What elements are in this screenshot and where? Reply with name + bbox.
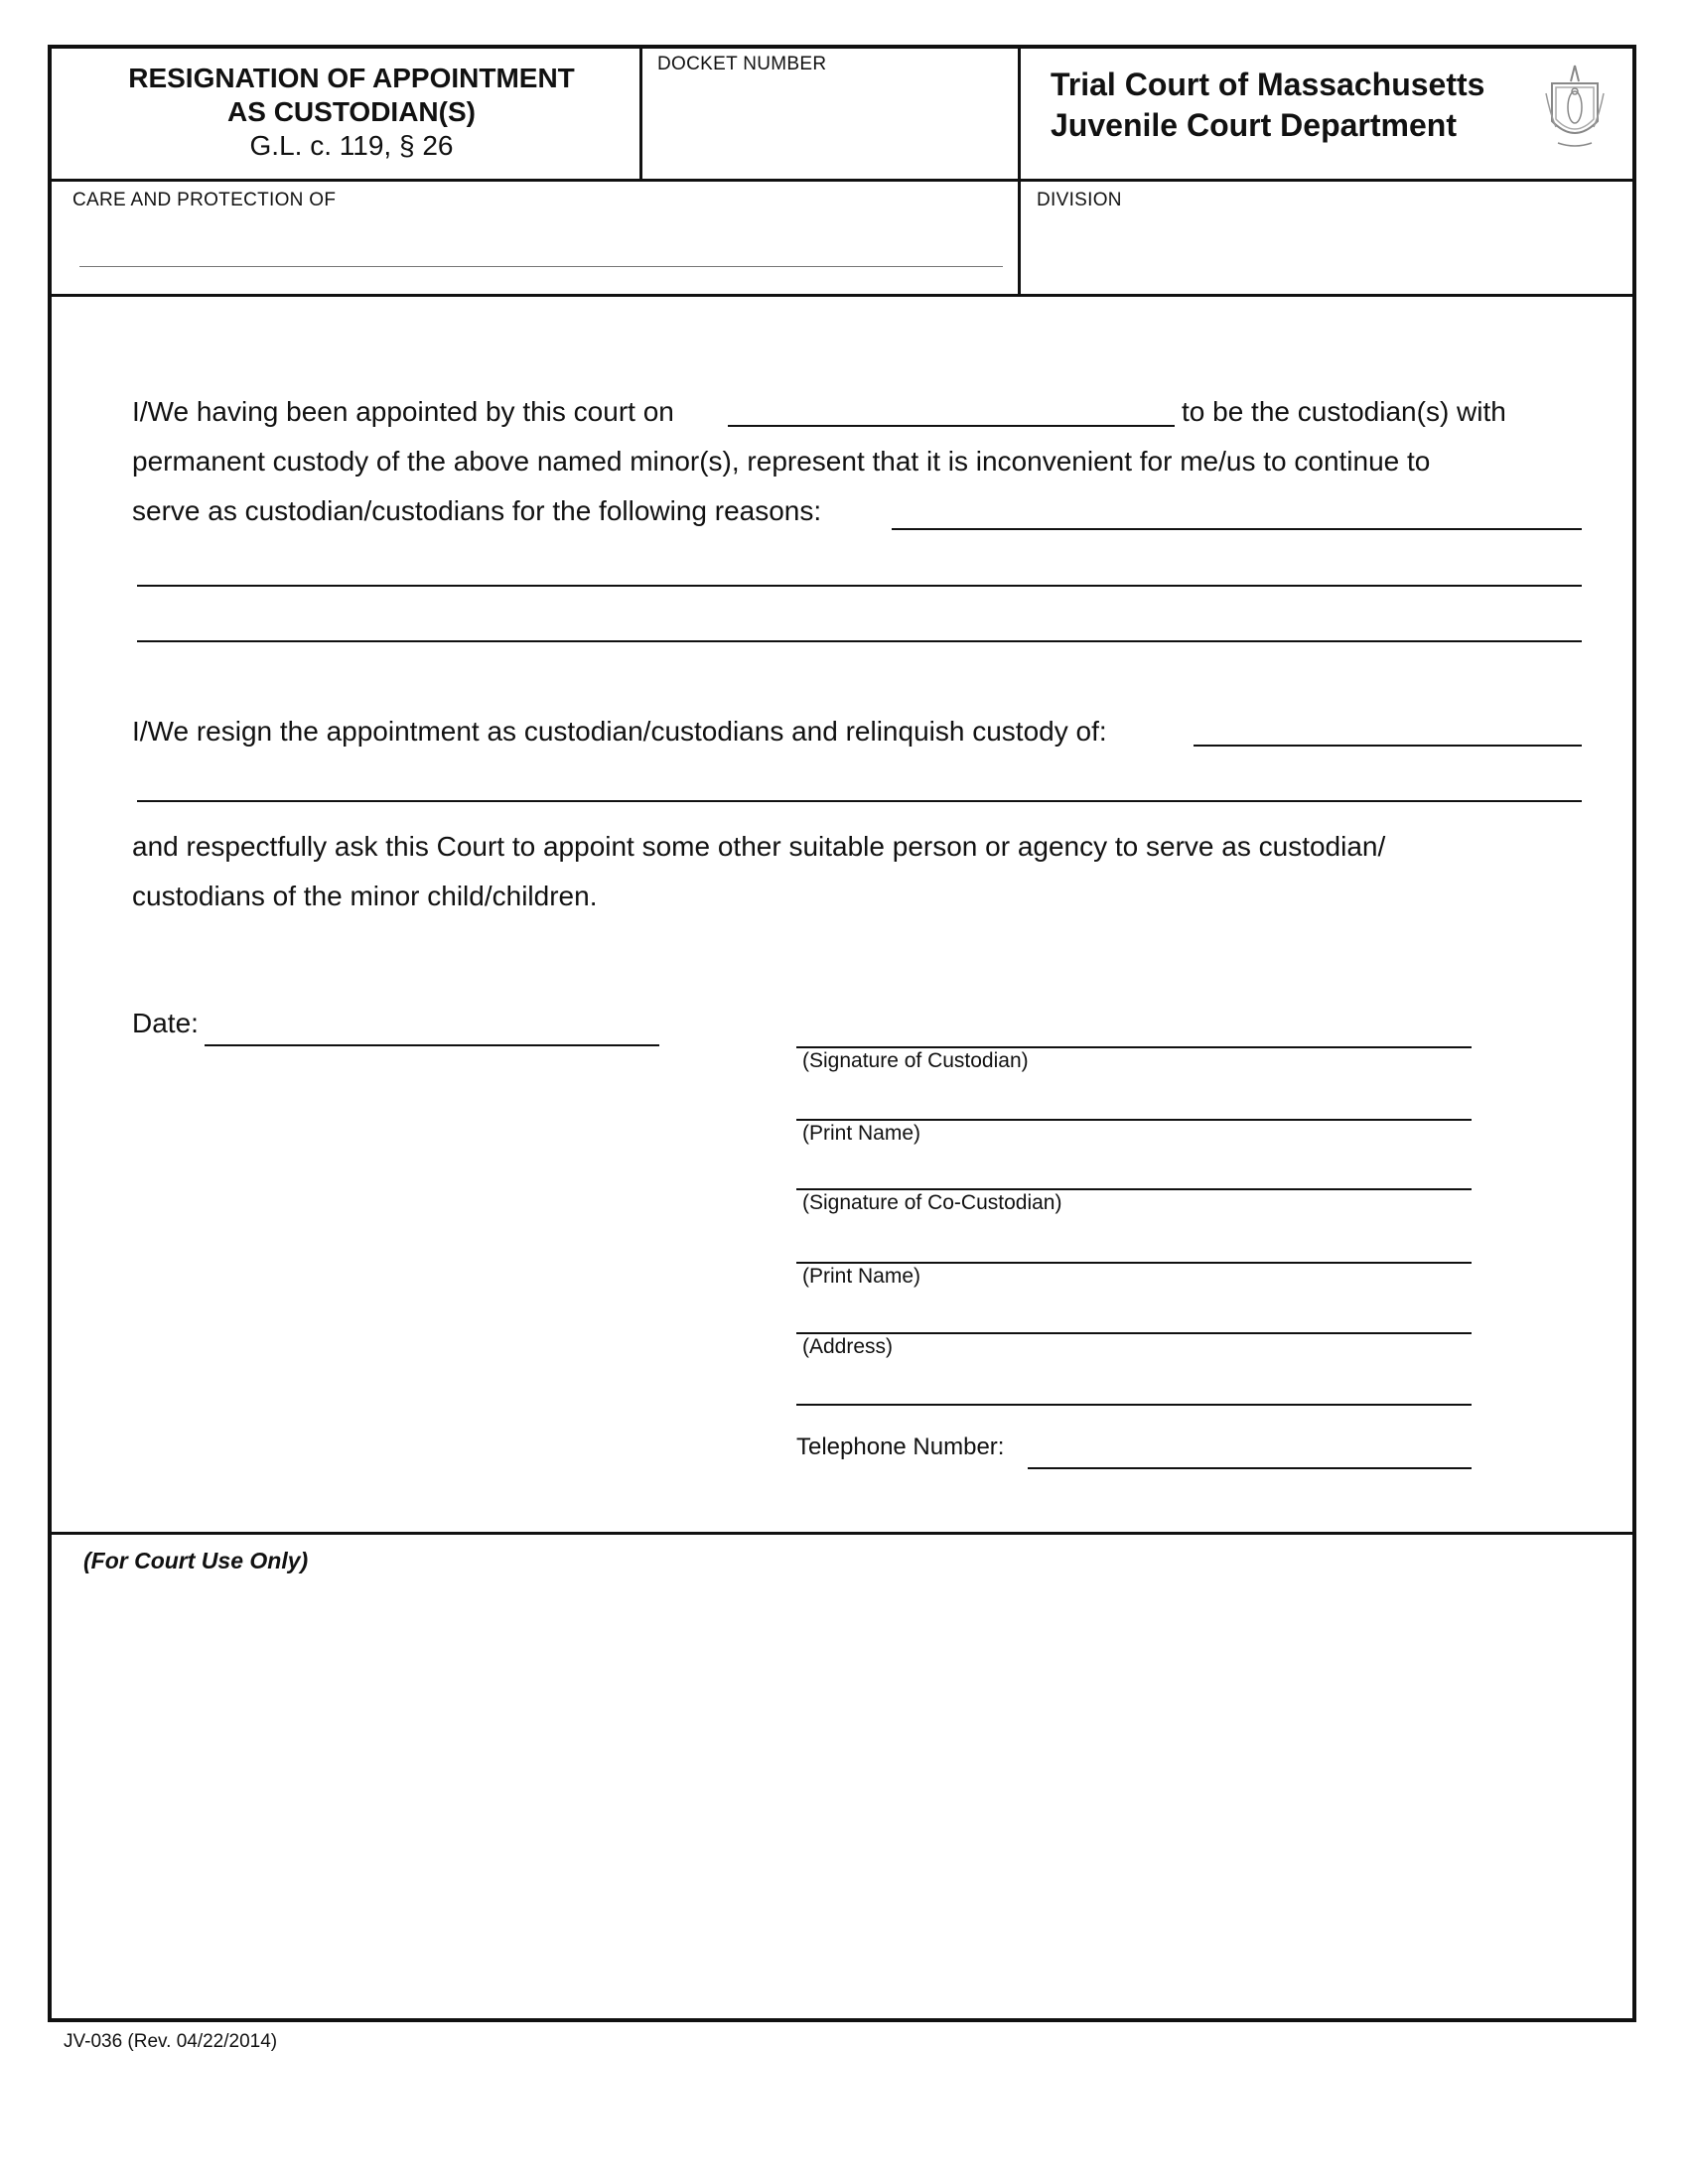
- custodian-signature-caption: (Signature of Custodian): [802, 1049, 1029, 1072]
- court-line-1: Trial Court of Massachusetts: [1051, 67, 1485, 102]
- massachusetts-seal-icon: [1544, 64, 1606, 151]
- court-line-2: Juvenile Court Department: [1051, 107, 1457, 143]
- reasons-field-line-1[interactable]: [892, 528, 1582, 530]
- telephone-field[interactable]: [1028, 1467, 1472, 1469]
- print-name-2-caption: (Print Name): [802, 1265, 921, 1288]
- form-id: JV-036 (Rev. 04/22/2014): [64, 2031, 278, 2052]
- permanent-custody-text: permanent custody of the above named minor(s), represent that it is inconvenient for me/us to continue to: [132, 446, 1431, 477]
- address-field-line-2[interactable]: [796, 1404, 1472, 1406]
- co-custodian-signature-field[interactable]: [796, 1188, 1472, 1190]
- co-custodian-signature-caption: (Signature of Co-Custodian): [802, 1191, 1062, 1214]
- relinquish-field-line-2[interactable]: [137, 800, 1582, 802]
- print-name-1-caption: (Print Name): [802, 1122, 921, 1145]
- relinquish-field-line-1[interactable]: [1194, 745, 1582, 747]
- reasons-field-line-3[interactable]: [137, 640, 1582, 642]
- request-text-line-2: custodians of the minor child/children.: [132, 881, 598, 911]
- division-label: DIVISION: [1037, 190, 1122, 210]
- court-use-divider: [48, 1532, 1636, 1535]
- address-field[interactable]: [796, 1332, 1472, 1334]
- care-protection-label: CARE AND PROTECTION OF: [72, 190, 337, 210]
- relinquish-custody-label: I/We resign the appointment as custodian/custodians and relinquish custody of:: [132, 716, 1107, 747]
- date-field[interactable]: [205, 1044, 659, 1046]
- docket-number-field[interactable]: [645, 89, 1013, 175]
- title-line-2: AS CUSTODIAN(S): [227, 96, 476, 127]
- court-use-area[interactable]: [56, 1583, 1629, 2015]
- care-protection-field[interactable]: [79, 266, 1003, 267]
- caption-divider: [48, 294, 1636, 297]
- request-text-line-1: and respectfully ask this Court to appoint some other suitable person or agency to serve as custodian/: [132, 831, 1386, 862]
- court-use-only-label: (For Court Use Only): [83, 1548, 309, 1573]
- print-name-1-field[interactable]: [796, 1119, 1472, 1121]
- reasons-field-line-2[interactable]: [137, 585, 1582, 587]
- telephone-label: Telephone Number:: [796, 1433, 1005, 1460]
- appointment-text-start: I/We having been appointed by this court on: [132, 396, 674, 427]
- docket-number-label: DOCKET NUMBER: [657, 54, 827, 74]
- appointment-text-end: to be the custodian(s) with: [1182, 396, 1506, 427]
- statute-citation: G.L. c. 119, § 26: [249, 130, 454, 161]
- date-label: Date:: [132, 1008, 199, 1038]
- division-field[interactable]: [1028, 218, 1623, 288]
- reasons-label: serve as custodian/custodians for the following reasons:: [132, 495, 822, 526]
- appointment-date-field[interactable]: [728, 425, 1175, 427]
- address-caption: (Address): [802, 1335, 894, 1358]
- title-line-1: RESIGNATION OF APPOINTMENT: [128, 63, 575, 93]
- print-name-2-field[interactable]: [796, 1262, 1472, 1264]
- court-name: [1051, 65, 1484, 146]
- form-title: [52, 62, 651, 163]
- custodian-signature-field[interactable]: [796, 1046, 1472, 1048]
- docket-court-divider: [1018, 45, 1021, 296]
- header-divider: [48, 179, 1636, 182]
